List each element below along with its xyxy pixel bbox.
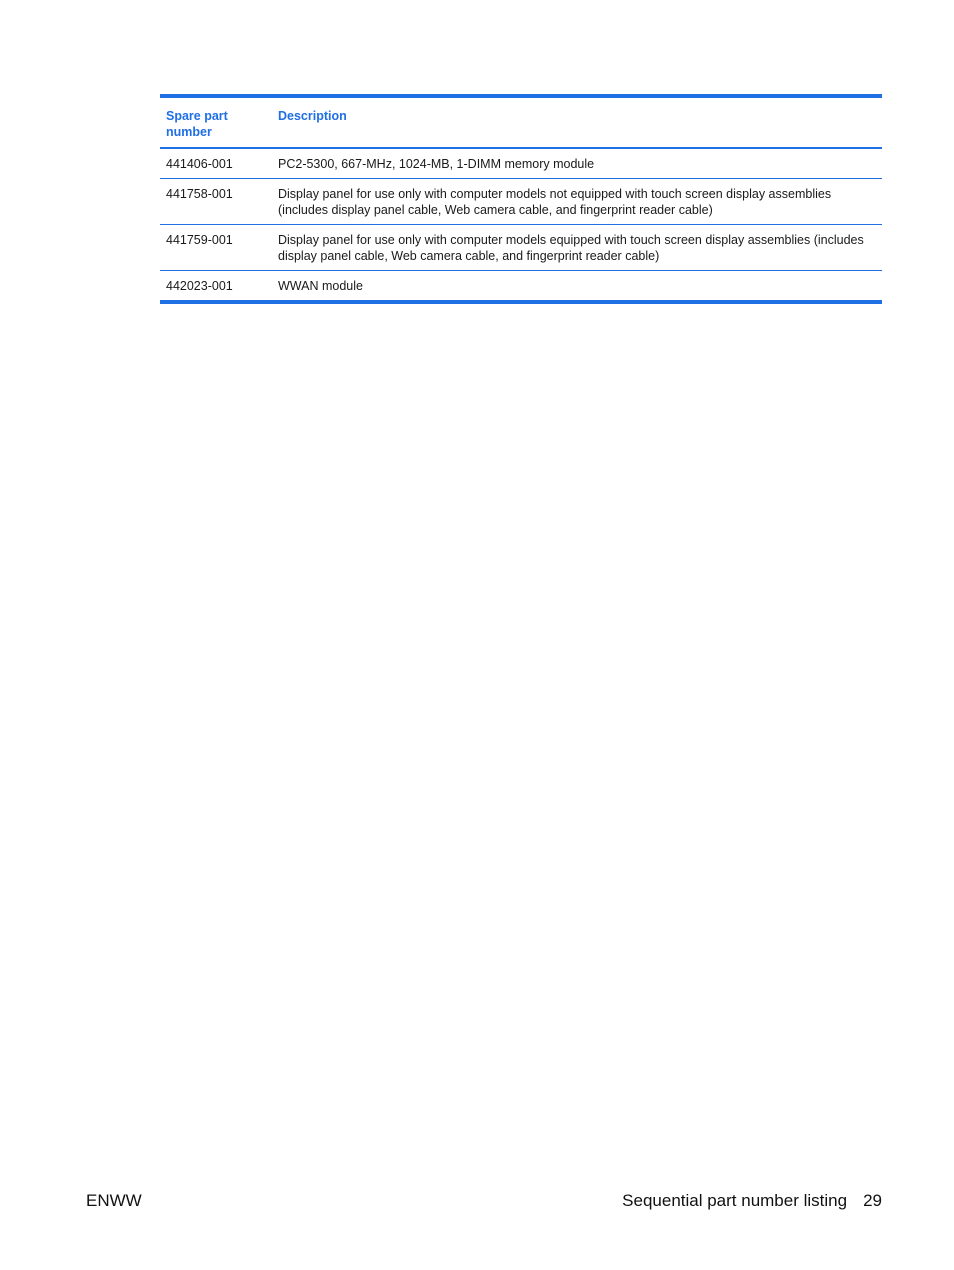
- table-row: [160, 225, 882, 271]
- table-row: [160, 271, 882, 303]
- table-row: [160, 148, 882, 179]
- header-part-line2: number: [166, 125, 212, 139]
- column-header-description: Description: [272, 96, 882, 148]
- cell-description: Display panel for use only with computer models equipped with touch screen display assemblies (includes display panel cable, Web camera cable, and fingerprint reader cable): [272, 225, 882, 271]
- cell-part-number: 442023-001: [166, 279, 233, 293]
- table-row: [160, 179, 882, 225]
- column-header-spare-part-number: [160, 96, 272, 148]
- header-part-line1: Spare part: [166, 109, 228, 123]
- cell-description: WWAN module: [278, 279, 363, 293]
- page-number: 29: [863, 1191, 882, 1210]
- cell-part-number: 441759-001: [160, 225, 272, 271]
- cell-part-number: 441758-001: [160, 179, 272, 225]
- footer-section-info: [622, 1191, 882, 1211]
- table-header-row: [160, 96, 882, 148]
- cell-description: Display panel for use only with computer models not equipped with touch screen display assemblies (includes display panel cable, Web camera cable, and fingerprint reader cable): [272, 179, 882, 225]
- spare-parts-table: [160, 94, 882, 304]
- cell-description: PC2-5300, 667-MHz, 1024-MB, 1-DIMM memory module: [272, 148, 882, 179]
- cell-part-number: 441406-001: [160, 148, 272, 179]
- footer-section-title: Sequential part number listing: [622, 1191, 848, 1210]
- footer-language-code: ENWW: [86, 1191, 142, 1210]
